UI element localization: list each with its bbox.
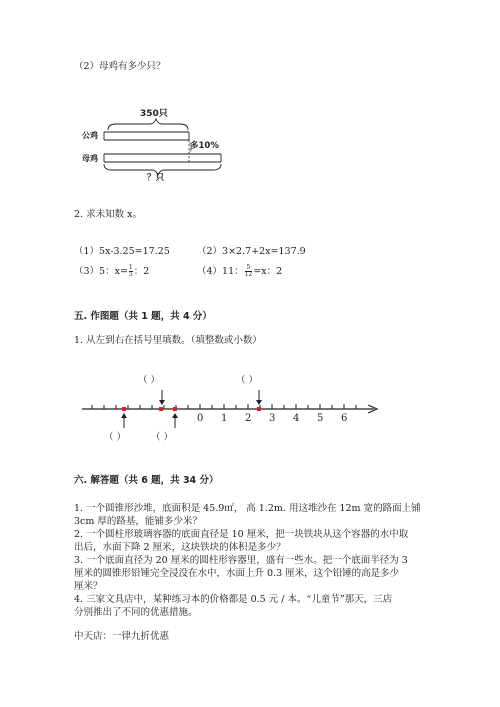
answer-bracket-3[interactable]: （ ）	[104, 432, 127, 443]
answer-bracket-1[interactable]: （ ）	[138, 375, 161, 386]
question-2: （2）母鸡有多少只？	[74, 61, 166, 72]
tick-label: 6	[341, 413, 348, 424]
problem-line: 厘米？	[74, 581, 103, 592]
problem-line: 1. 一个圆锥形沙堆，底面积是 45.9㎡， 高 1.2m. 用这堆沙在 12m 宽的路面上铺	[74, 503, 421, 514]
problem-line: 3. 一个底面直径为 20 厘米的圆柱形容器里，盛有一些水。把一个底面半径为 3	[74, 555, 408, 566]
down-arrow-1	[159, 400, 165, 405]
more-label: 多10%	[190, 141, 219, 151]
answer-bracket-4[interactable]: （ ）	[151, 432, 174, 443]
section-5-question-1: 1. 从左到右在括号里填数。（填整数或小数）	[74, 335, 262, 346]
equation-3: （3）5：x= $\frac{1}{5}$ ：2	[74, 264, 150, 278]
answer-bracket-2[interactable]: （ ）	[236, 375, 259, 386]
tick-label: 0	[197, 413, 204, 424]
up-arrow-1	[121, 413, 127, 418]
red-mark-4	[257, 407, 261, 411]
top-label: 350只	[140, 109, 168, 119]
section-5-title: 五. 作图题（共 1 题，共 4 分）	[74, 311, 212, 322]
equation-4: （4）11： $\frac{5}{12}$ =x：2	[197, 264, 283, 278]
down-arrow-2	[256, 400, 262, 405]
up-arrow-2	[172, 413, 178, 418]
tick-label: 5	[317, 413, 324, 424]
tick-label: 2	[245, 413, 252, 424]
bottom-label: ？只	[147, 173, 165, 183]
red-mark-2	[159, 407, 163, 411]
red-mark-3	[173, 407, 177, 411]
store-offer: 中天店：一律九折优惠	[74, 631, 170, 642]
equation-2: （2）3×2.7+2x=137.9	[197, 246, 306, 257]
red-mark-1	[122, 407, 126, 411]
problem-line: 4. 三家文具店中，某种练习本的价格都是 0.5 元 / 本。“儿童节”那天，三店	[74, 594, 393, 605]
equation-1: （1）5x-3.25=17.25	[74, 246, 170, 257]
problem-line: 出后，水面下降 2 厘米，这块铁块的体积是多少？	[74, 542, 286, 553]
problem-line: 2. 一个圆柱形玻璃容器的底面直径是 10 厘米，把一块铁块从这个容器的水中取	[74, 529, 409, 540]
tick-label: 3	[269, 413, 276, 424]
hen-label: 母鸡	[82, 154, 98, 163]
section-2-title: 2. 求未知数 x。	[74, 209, 142, 220]
tick-label: 1	[221, 413, 228, 424]
problem-line: 3cm 厚的路基，能铺多少米？	[74, 516, 202, 527]
rooster-label: 公鸡	[82, 131, 98, 140]
problem-line: 厘米的圆锥形铅锤完全浸没在水中，水面上升 0.3 厘米，这个铅锤的高是多少	[74, 568, 400, 579]
problem-line: 分别推出了不同的优惠措施。	[74, 607, 198, 618]
section-6-title: 六. 解答题（共 6 题，共 34 分）	[74, 475, 219, 486]
tick-label: 4	[293, 413, 300, 424]
